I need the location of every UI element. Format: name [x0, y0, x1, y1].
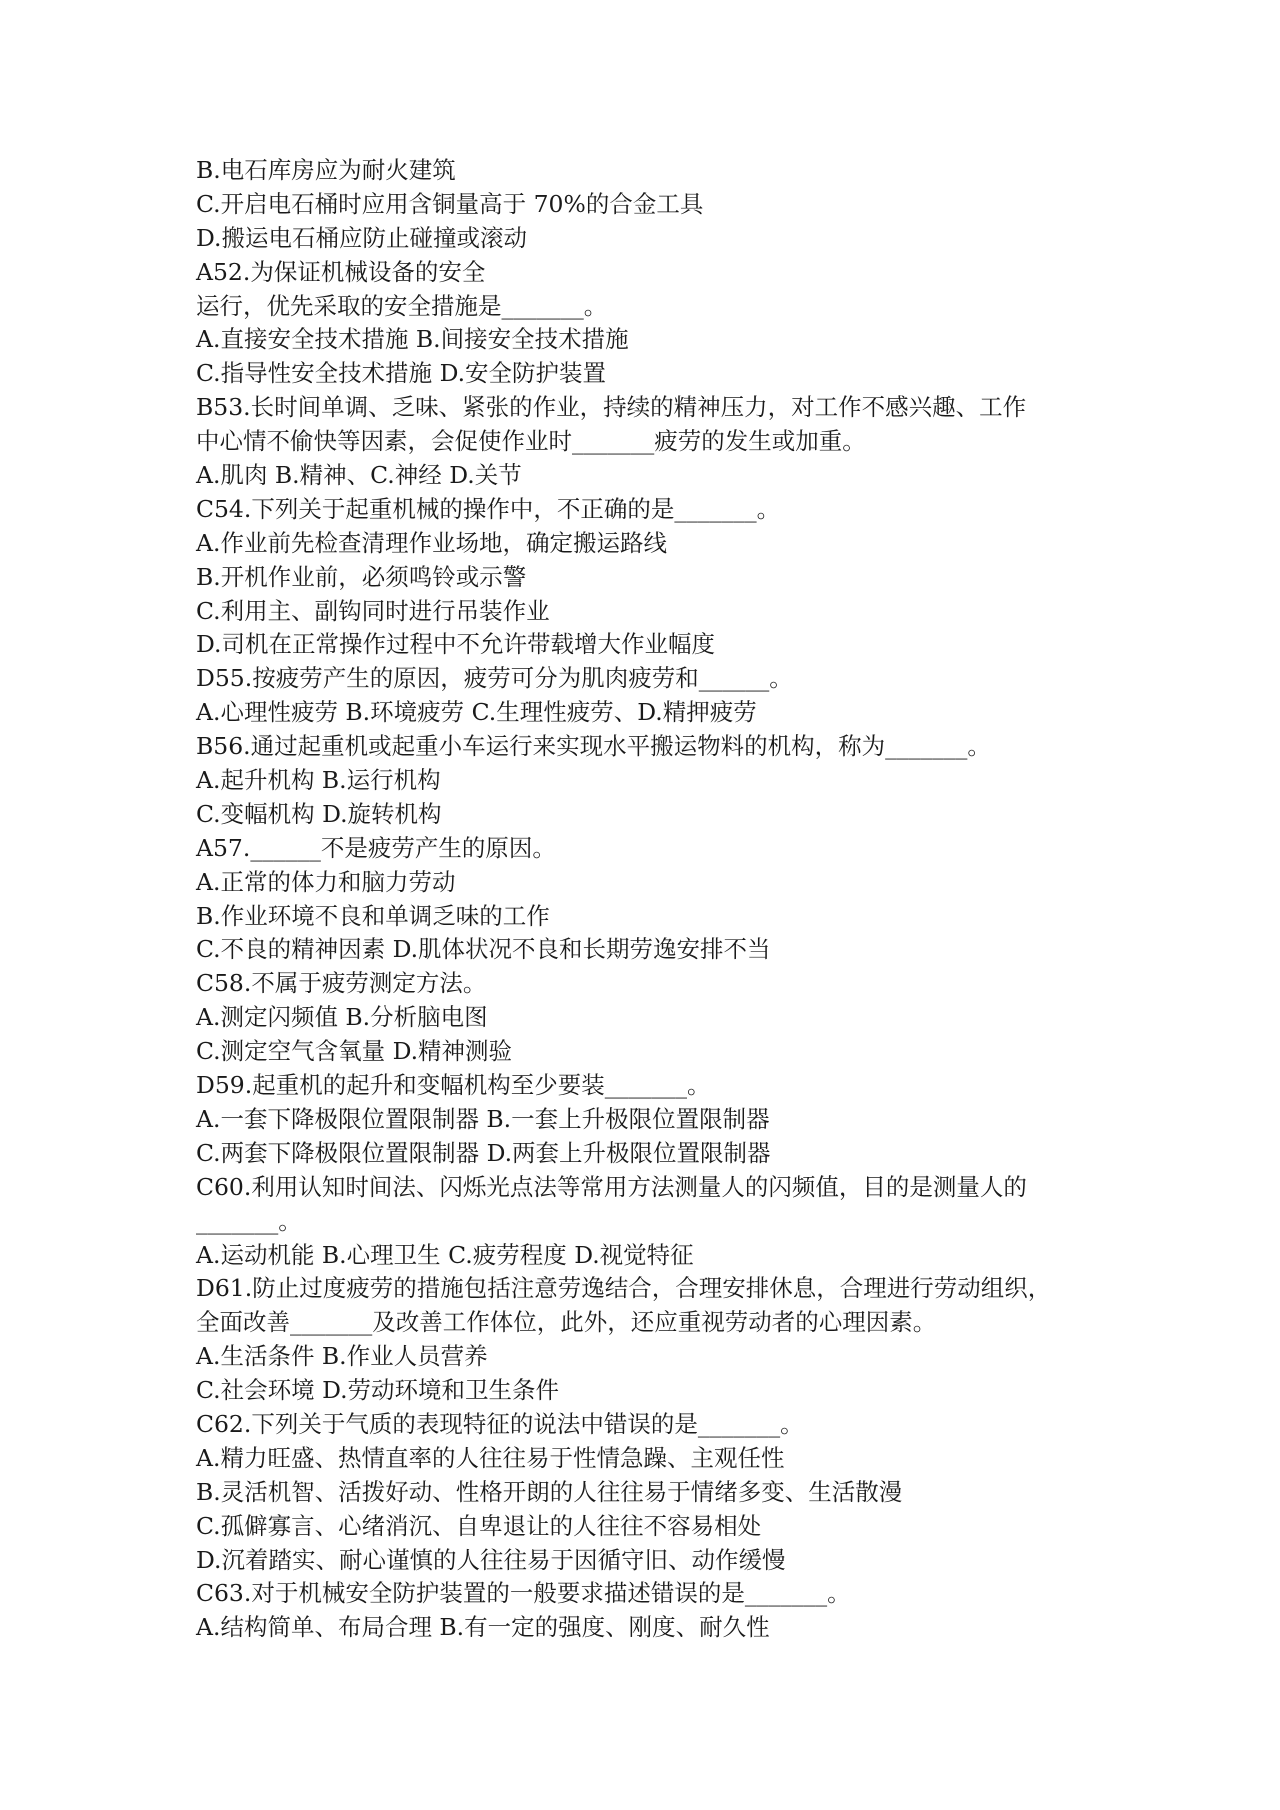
text-line: D.沉着踏实、耐心谨慎的人往往易于因循守旧、动作缓慢: [196, 1545, 786, 1574]
text-line: A.起升机构 B.运行机构: [196, 766, 441, 795]
text-line: A.肌肉 B.精神、C.神经 D.关节: [196, 461, 522, 490]
text-line: A.直接安全技术措施 B.间接安全技术措施: [196, 325, 629, 354]
text-line: C.变幅机构 D.旋转机构: [196, 799, 442, 828]
text-line: A.作业前先检查清理作业场地，确定搬运路线: [196, 528, 667, 557]
text-line: A57.______不是疲劳产生的原因。: [196, 833, 556, 862]
text-line: A.精力旺盛、热情直率的人往往易于性情急躁、主观任性: [196, 1443, 785, 1472]
text-line: 运行，优先采取的安全措施是_______。: [196, 291, 608, 320]
text-line: B53.长时间单调、乏味、紧张的作业，持续的精神压力，对工作不感兴趣、工作: [196, 393, 1027, 422]
text-line: C.开启电石桶时应用含铜量高于 70%的合金工具: [196, 189, 704, 218]
text-line: A52.为保证机械设备的安全: [196, 257, 486, 286]
text-line: A.心理性疲劳 B.环境疲劳 C.生理性疲劳、D.精押疲劳: [196, 698, 757, 727]
text-line: A.正常的体力和脑力劳动: [196, 867, 456, 896]
text-line: C.两套下降极限位置限制器 D.两套上升极限位置限制器: [196, 1138, 771, 1167]
text-line: D59.起重机的起升和变幅机构至少要装_______。: [196, 1071, 711, 1100]
text-line: B.作业环境不良和单调乏味的工作: [196, 901, 550, 930]
text-line: D.搬运电石桶应防止碰撞或滚动: [196, 223, 527, 252]
text-line: _______。: [196, 1206, 302, 1235]
text-line: C.指导性安全技术措施 D.安全防护装置: [196, 359, 607, 388]
text-line: C.孤僻寡言、心绪消沉、自卑退让的人往往不容易相处: [196, 1511, 762, 1540]
text-line: D55.按疲劳产生的原因，疲劳可分为肌肉疲劳和______。: [196, 664, 793, 693]
text-line: B.电石库房应为耐火建筑: [196, 156, 456, 184]
text-line: D.司机在正常操作过程中不允许带载增大作业幅度: [196, 630, 715, 659]
text-line: C63.对于机械安全防护装置的一般要求描述错误的是_______。: [196, 1579, 851, 1608]
text-line: C.测定空气含氧量 D.精神测验: [196, 1037, 513, 1066]
text-line: A.测定闪频值 B.分析脑电图: [196, 1003, 488, 1032]
text-line: B.开机作业前，必须鸣铃或示警: [196, 562, 527, 591]
text-line: A.一套下降极限位置限制器 B.一套上升极限位置限制器: [196, 1104, 770, 1133]
text-line: C54.下列关于起重机械的操作中，不正确的是_______。: [196, 494, 781, 523]
question-text-body: [196, 154, 1096, 1645]
text-line: C.不良的精神因素 D.肌体状况不良和长期劳逸安排不当: [196, 935, 771, 964]
text-line: A.生活条件 B.作业人员营养: [196, 1342, 488, 1371]
text-line: 全面改善_______及改善工作体位，此外，还应重视劳动者的心理因素。: [196, 1308, 937, 1337]
text-line: C62.下列关于气质的表现特征的说法中错误的是_______。: [196, 1409, 804, 1438]
text-line: B56.通过起重机或起重小车运行来实现水平搬运物料的机构，称为_______。: [196, 732, 991, 761]
text-line: C60.利用认知时间法、闪烁光点法等常用方法测量人的闪频值，目的是测量人的: [196, 1172, 1027, 1201]
text-line: C.社会环境 D.劳动环境和卫生条件: [196, 1376, 560, 1405]
text-line: 中心情不偷快等因素，会促使作业时_______疲劳的发生或加重。: [196, 427, 866, 456]
text-line: B.灵活机智、活拨好动、性格开朗的人往往易于情绪多变、生活散漫: [196, 1477, 903, 1506]
text-line: C58.不属于疲劳测定方法。: [196, 969, 487, 998]
text-line: C.利用主、副钩同时进行吊装作业: [196, 596, 550, 625]
text-line: D61.防止过度疲劳的措施包括注意劳逸结合，合理安排休息，合理进行劳动组织，: [196, 1274, 1052, 1303]
text-line: A.结构简单、布局合理 B.有一定的强度、刚度、耐久性: [196, 1613, 770, 1642]
text-line: A.运动机能 B.心理卫生 C.疲劳程度 D.视觉特征: [196, 1240, 694, 1269]
